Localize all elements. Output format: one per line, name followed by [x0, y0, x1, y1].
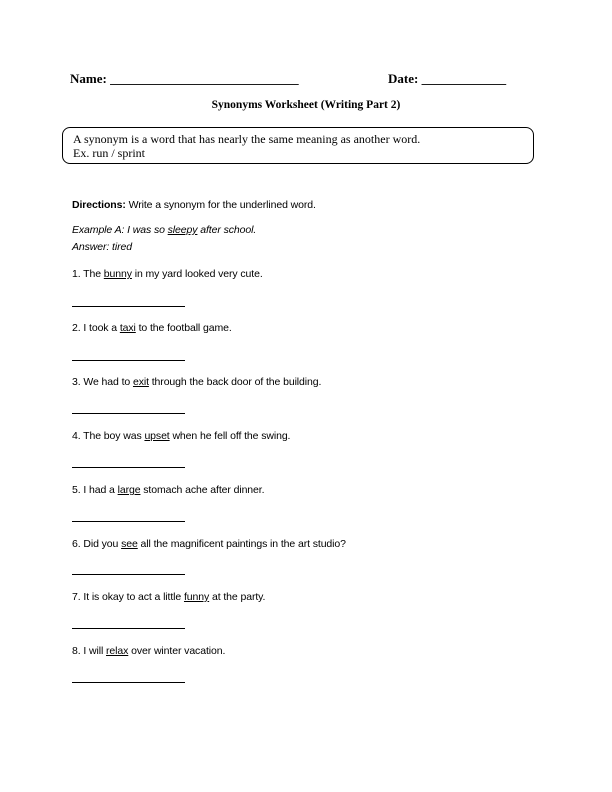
date-field[interactable] [388, 71, 506, 87]
answer-line-7[interactable] [72, 628, 185, 629]
name-blank[interactable]: _____________________________ [110, 71, 299, 86]
definition-example: Ex. run / sprint [73, 146, 145, 160]
question-3: 3. We had to exit through the back door of the building. [72, 376, 322, 388]
underlined-word: taxi [119, 322, 136, 334]
directions-text: Write a synonym for the underlined word. [125, 199, 316, 211]
underlined-word: relax [106, 645, 129, 657]
underlined-word: exit [132, 376, 149, 388]
date-label: Date: [388, 71, 419, 86]
answer-line-4[interactable] [72, 467, 185, 468]
underlined-word: funny [183, 591, 210, 603]
directions [72, 199, 316, 211]
question-8: 8. I will relax over winter vacation. [72, 645, 226, 657]
question-5: 5. I had a large stomach ache after dinner. [72, 484, 265, 496]
answer-line-3[interactable] [72, 413, 185, 414]
answer-line-6[interactable] [72, 574, 185, 575]
date-blank[interactable]: _____________ [421, 71, 507, 86]
answer-line-5[interactable] [72, 521, 185, 522]
underlined-word: large [117, 484, 141, 496]
answer-line-1[interactable] [72, 306, 185, 307]
example-answer: Answer: tired [72, 241, 132, 253]
underlined-word: upset [144, 430, 170, 442]
question-7: 7. It is okay to act a little funny at the party. [72, 591, 266, 603]
question-4: 4. The boy was upset when he fell off the swing. [72, 430, 291, 442]
underlined-word: see [121, 538, 138, 550]
answer-line-8[interactable] [72, 682, 185, 683]
example-sentence: Example A: I was so sleepy after school. [72, 224, 257, 236]
definition-box [62, 127, 534, 164]
definition-text: A synonym is a word that has nearly the same meaning as another word. [73, 132, 421, 146]
name-label: Name: [70, 71, 107, 86]
underlined-word: bunny [103, 268, 132, 280]
directions-label: Directions: [72, 199, 126, 211]
question-6: 6. Did you see all the magnificent paintings in the art studio? [72, 538, 346, 550]
name-field[interactable] [70, 71, 299, 87]
answer-line-2[interactable] [72, 360, 185, 361]
question-2: 2. I took a taxi to the football game. [72, 322, 232, 334]
question-1: 1. The bunny in my yard looked very cute. [72, 268, 263, 280]
worksheet-title: Synonyms Worksheet (Writing Part 2) [211, 99, 401, 111]
underlined-word: sleepy [167, 224, 198, 236]
